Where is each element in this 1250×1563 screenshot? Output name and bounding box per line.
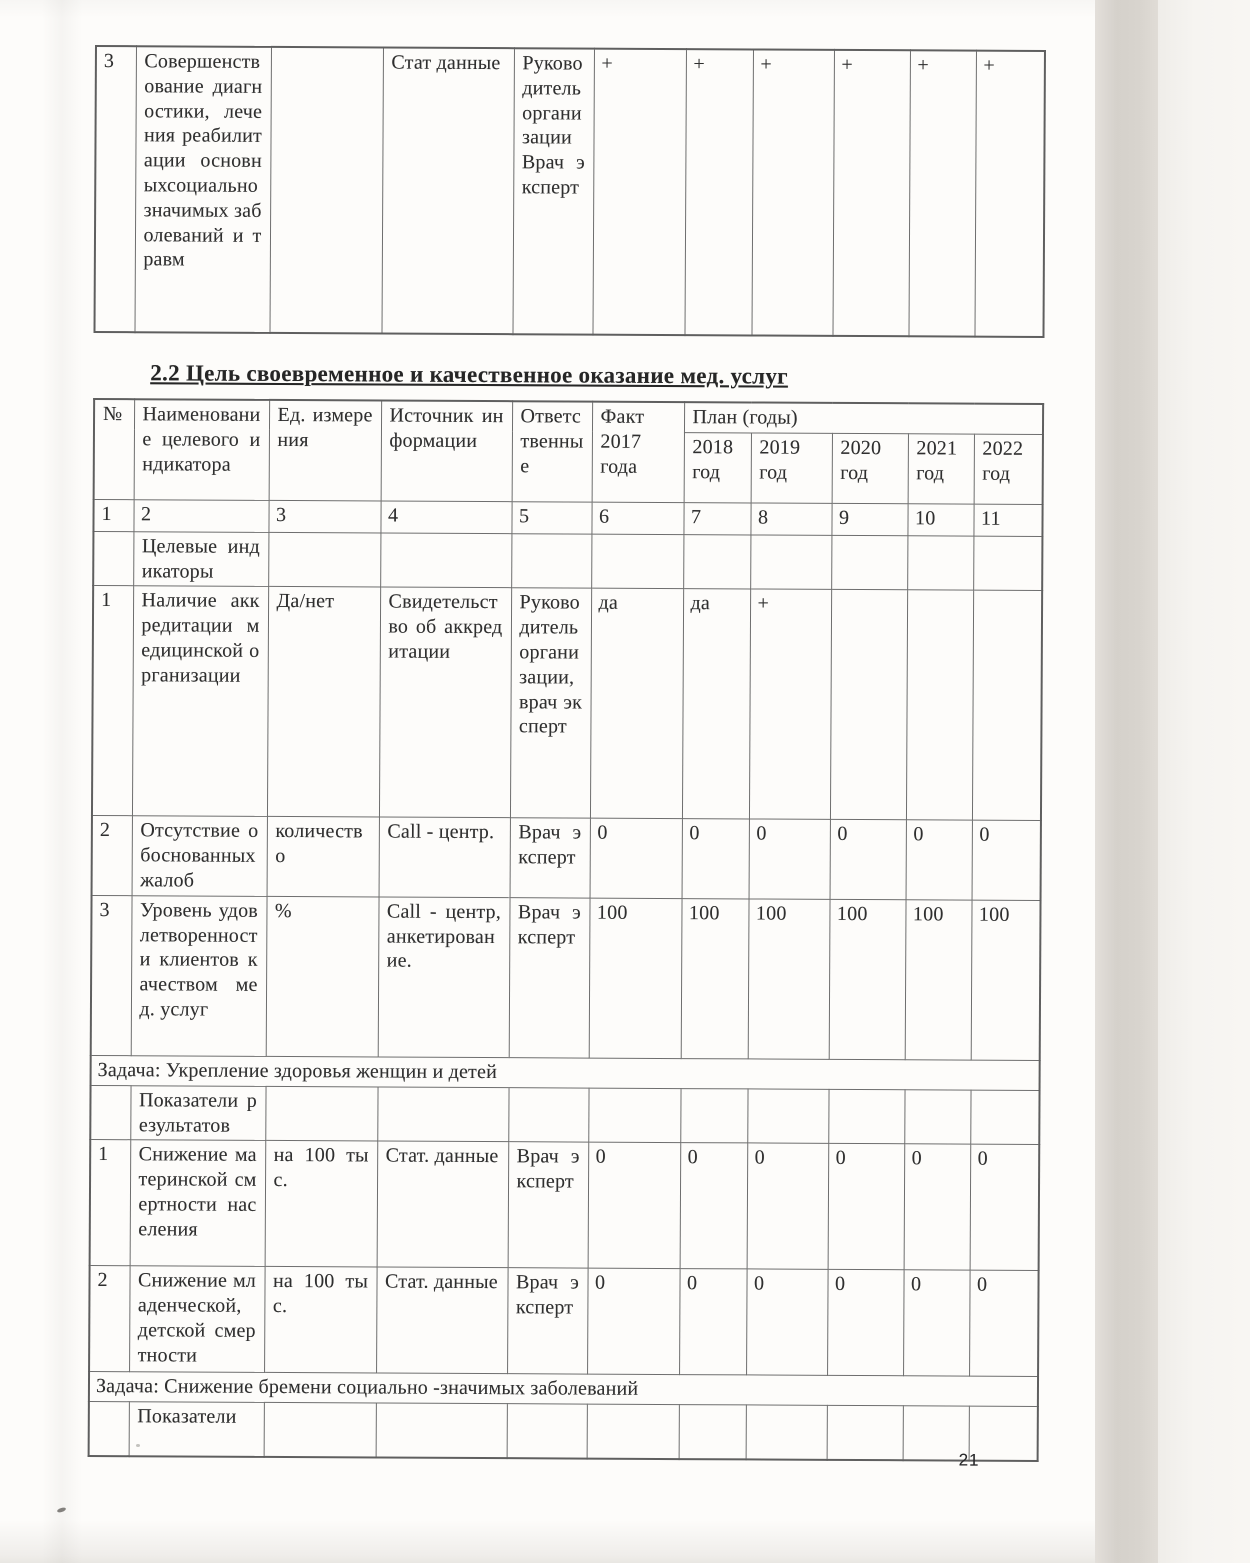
cell-plan-2020 (830, 590, 907, 820)
cell-empty (93, 531, 133, 586)
group-row (90, 1085, 1039, 1145)
cell-unit (269, 47, 382, 334)
header-year-2019: 2019 год (751, 433, 832, 503)
header-year-2018: 2018 год (684, 432, 751, 502)
table-row (91, 895, 1041, 1060)
cell-plan-2019: + (749, 589, 831, 819)
continuation-table (93, 45, 1045, 338)
header-num: № (94, 399, 135, 500)
colnum: 8 (750, 503, 831, 535)
cell-responsible: Руководитель организацииВрач эксперт (512, 48, 593, 334)
section-heading: 2.2 Цель своевременное и качественное оказание мед. услуг (150, 360, 789, 389)
cell-source: Call - центр, анкетирование. (378, 897, 510, 1058)
colnum: 9 (831, 503, 907, 535)
colnum: 7 (683, 502, 750, 534)
cell-unit: Да/нет (267, 587, 380, 818)
cell-name: Уровень удовлетворенности клиентов качеством мед. услуг (131, 895, 267, 1056)
header-row (94, 399, 1043, 434)
cell-plan-2018: 0 (682, 819, 749, 899)
cell-fact-2017: 0 (590, 818, 682, 898)
colnum: 6 (591, 502, 683, 534)
header-source: Источник информации (381, 401, 513, 502)
cell-fact-2017: 0 (587, 1268, 680, 1374)
cell-plan-2018: 0 (680, 1143, 748, 1269)
cell-unit: на 100 тыс. (264, 1267, 377, 1374)
scan-right-margin (1158, 0, 1250, 1563)
header-plan-group: План (годы) (684, 402, 1043, 434)
cell-plan-2021 (906, 590, 973, 820)
cell-source: Стат данные (381, 48, 513, 335)
cell-num: 2 (92, 816, 132, 896)
cell-name: Снижение младенческой, детской смертности (129, 1266, 265, 1373)
header-name: Наименование целевого индикатора (134, 399, 270, 500)
table-row (90, 1140, 1040, 1271)
cell-name: Снижение материнской смертности населения (130, 1140, 266, 1267)
scan-crease (42, 0, 82, 1563)
cell-plan-2021: + (908, 50, 975, 336)
cell-source: Стат. данные (376, 1267, 508, 1374)
cell-plan-2022: 100 (971, 900, 1041, 1060)
table-row (89, 1266, 1039, 1377)
colnum: 11 (973, 504, 1042, 536)
header-unit: Ед. измерения (269, 400, 382, 501)
cell-plan-2022: + (974, 51, 1044, 337)
column-numbers-row (93, 499, 1042, 536)
cell-plan-2022: 0 (972, 820, 1041, 900)
cell-unit: на 100 тыс. (265, 1141, 378, 1268)
page-number: 21 (958, 1450, 980, 1470)
cell-responsible: Врач эксперт (510, 818, 590, 898)
colnum: 5 (511, 501, 591, 533)
cell-plan-2018: + (684, 49, 752, 335)
cell-num: 2 (89, 1266, 130, 1372)
group-label: Целевые индикаторы (133, 532, 268, 587)
cell-plan-2021: 100 (905, 900, 972, 1060)
cell-name: Наличие аккредитации медицинской организации (132, 586, 268, 817)
header-fact: Факт 2017 года (592, 402, 685, 503)
scan-gutter-band (1095, 0, 1158, 1563)
cell-plan-2022 (972, 590, 1042, 820)
cell-source: Стат. данные (377, 1141, 509, 1268)
cell-num: 3 (94, 46, 135, 332)
cell-plan-2021: 0 (906, 820, 972, 900)
cell-plan-2020: 0 (830, 820, 906, 900)
cell-plan-2018: 0 (679, 1269, 747, 1375)
cell-plan-2020: 0 (828, 1144, 905, 1270)
table-row (92, 816, 1041, 900)
cell-empty (90, 1085, 130, 1140)
cell-plan-2021: 0 (903, 1270, 970, 1376)
colnum: 3 (268, 500, 380, 533)
cell-responsible: Руководитель организации,врач эксперт (510, 588, 591, 818)
cell-unit: количество (267, 817, 379, 897)
cell-fact-2017: + (592, 49, 685, 335)
cell-plan-2018: 100 (681, 898, 749, 1058)
task-label: Задача: Укрепление здоровья женщин и детей (91, 1055, 1040, 1090)
header-year-2022: 2022 год (974, 434, 1043, 504)
cell-name: Отсутствие обоснованных жалоб (132, 816, 267, 896)
colnum: 4 (380, 501, 511, 534)
cell-fact-2017: 0 (588, 1142, 681, 1268)
task-row (91, 1055, 1040, 1090)
cell-plan-2019: 0 (746, 1269, 828, 1375)
cell-plan-2022: 0 (969, 1270, 1039, 1376)
group-label: Показатели результатов (130, 1085, 265, 1140)
cell-fact-2017: да (590, 588, 683, 818)
cell-source: Свидетельство об аккредитации (379, 587, 511, 818)
group-row (89, 1402, 1038, 1461)
colnum: 2 (133, 500, 268, 533)
header-year-2021: 2021 год (908, 434, 974, 504)
cell-plan-2020: 0 (827, 1270, 904, 1376)
cell-plan-2020: 100 (829, 899, 906, 1059)
table-row (92, 586, 1042, 821)
task-label: Задача: Снижение бремени социально -значимых заболеваний (89, 1372, 1038, 1407)
cell-unit: % (266, 896, 379, 1057)
main-table (88, 398, 1045, 1462)
cell-plan-2019: 0 (747, 1143, 829, 1269)
cell-plan-2019: 100 (748, 899, 830, 1059)
cell-empty (89, 1402, 129, 1456)
task-row (89, 1372, 1038, 1407)
cell-responsible: Врач эксперт (509, 897, 590, 1057)
cell-source: Call - центр. (379, 817, 510, 897)
cell-responsible: Врач эксперт (508, 1142, 589, 1268)
cell-num: 1 (90, 1140, 131, 1266)
cell-plan-2022: 0 (970, 1144, 1040, 1270)
group-label: Показатели (129, 1402, 264, 1457)
cell-num: 3 (91, 895, 132, 1055)
cell-plan-2020: + (832, 50, 909, 336)
header-year-2020: 2020 год (832, 433, 908, 503)
cell-plan-2021: 0 (904, 1144, 971, 1270)
cell-plan-2019: + (751, 49, 833, 335)
cell-name: Совершенствование диагностики, лечения реабилитации основныхсоциально значимых заболеваний и травм (134, 46, 270, 333)
cell-plan-2018: да (682, 589, 750, 819)
cell-num: 1 (92, 586, 133, 816)
header-responsible: Ответственные (512, 401, 593, 502)
cell-fact-2017: 100 (589, 898, 682, 1058)
group-row (93, 531, 1042, 591)
table-row (94, 46, 1044, 337)
colnum: 1 (93, 499, 133, 531)
cell-responsible: Врач эксперт (507, 1268, 588, 1374)
colnum: 10 (907, 504, 973, 536)
cell-plan-2019: 0 (749, 819, 830, 899)
